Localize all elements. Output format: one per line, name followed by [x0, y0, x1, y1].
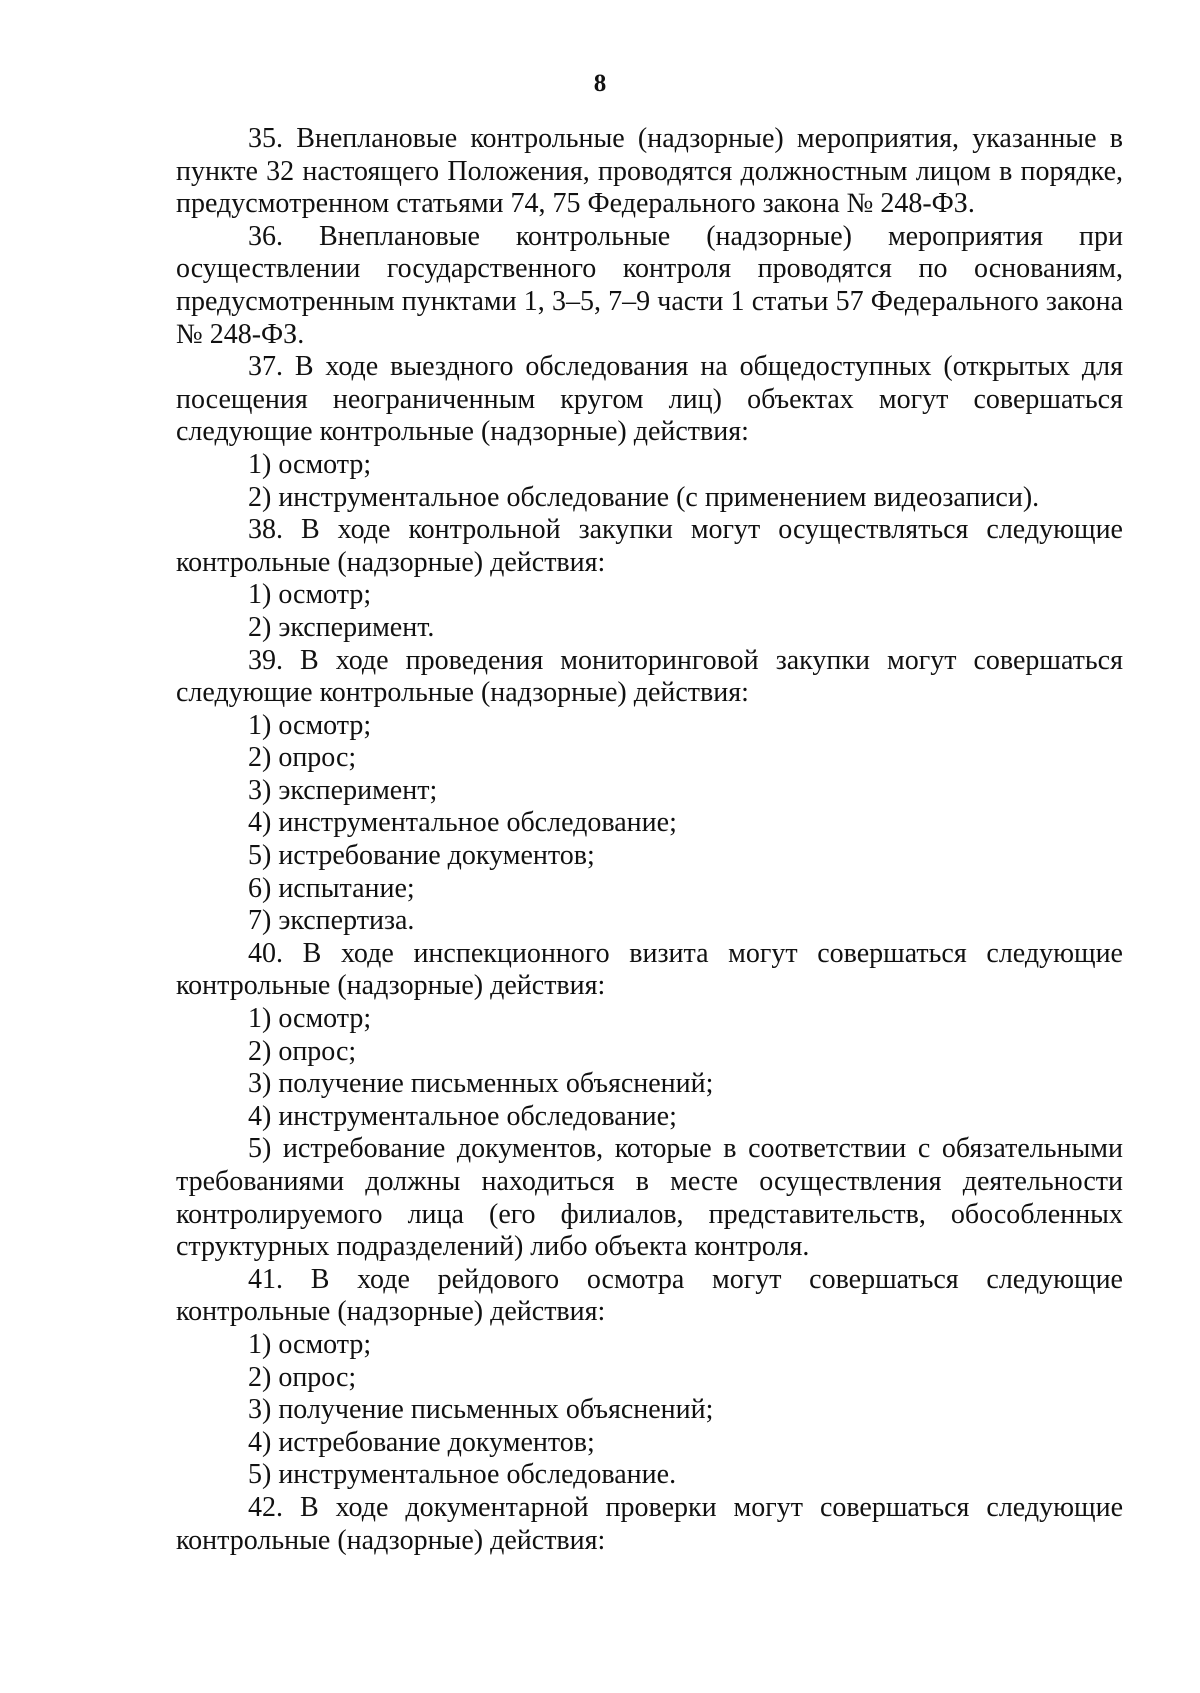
paragraph-35: 35. Внеплановые контрольные (надзорные) мероприятия, указанные в пункте 32 настоящего Положения, проводятся должностным лицом в порядке, предусмотренном статьями 74, 75 Федерального закона № 248-ФЗ. — [176, 123, 1123, 220]
paragraph-36: 36. Внеплановые контрольные (надзорные) мероприятия при осуществлении государственного контроля проводятся по основаниям, предусмотренным пунктами 1, 3–5, 7–9 части 1 статьи 57 Федерального закона № 248-ФЗ. — [176, 220, 1123, 350]
list-item: 2) эксперимент. — [248, 611, 435, 643]
paragraph-37: 37. В ходе выездного обследования на общедоступных (открытых для посещения неограниченным кругом лиц) объектах могут совершаться следующие контрольные (надзорные) действия: — [176, 351, 1123, 448]
list-item: 2) опрос; — [248, 1035, 357, 1067]
list-item: 1) осмотр; — [248, 448, 372, 480]
paragraph-39: 39. В ходе проведения мониторинговой закупки могут совершаться следующие контрольные (надзорные) действия: — [176, 644, 1123, 709]
list-item: 2) опрос; — [248, 1361, 357, 1393]
list-item: 3) получение письменных объяснений; — [248, 1068, 714, 1100]
list-item: 1) осмотр; — [248, 709, 372, 741]
list-item: 2) инструментальное обследование (с применением видеозаписи). — [248, 481, 1040, 513]
list-item: 1) осмотр; — [248, 1003, 372, 1035]
list-item: 1) осмотр; — [248, 579, 372, 611]
list-item: 7) экспертиза. — [248, 905, 415, 937]
list-item: 5) истребование документов; — [248, 840, 595, 872]
paragraph-41: 41. В ходе рейдового осмотра могут совершаться следующие контрольные (надзорные) действия: — [176, 1263, 1123, 1328]
list-item: 4) инструментальное обследование; — [248, 1100, 677, 1132]
page-number: 8 — [593, 70, 607, 97]
list-item: 1) осмотр; — [248, 1328, 372, 1360]
paragraph-42: 42. В ходе документарной проверки могут совершаться следующие контрольные (надзорные) действия: — [176, 1491, 1123, 1556]
document-body — [176, 123, 1123, 1557]
list-item: 6) испытание; — [248, 872, 415, 904]
list-item: 4) инструментальное обследование; — [248, 807, 677, 839]
list-item: 4) истребование документов; — [248, 1426, 595, 1458]
paragraph-40: 40. В ходе инспекционного визита могут совершаться следующие контрольные (надзорные) действия: — [176, 937, 1123, 1002]
list-item: 3) получение письменных объяснений; — [248, 1394, 714, 1426]
list-item: 3) эксперимент; — [248, 774, 438, 806]
list-item: 5) инструментальное обследование. — [248, 1459, 677, 1491]
list-item: 2) опрос; — [248, 742, 357, 774]
list-item-long: 5) истребование документов, которые в соответствии с обязательными требованиями должны находиться в месте осуществления деятельности контролируемого лица (его филиалов, представительств, обособленных структурных подразделений) либо объекта контроля. — [176, 1133, 1123, 1263]
paragraph-38: 38. В ходе контрольной закупки могут осуществляться следующие контрольные (надзорные) действия: — [176, 514, 1123, 578]
